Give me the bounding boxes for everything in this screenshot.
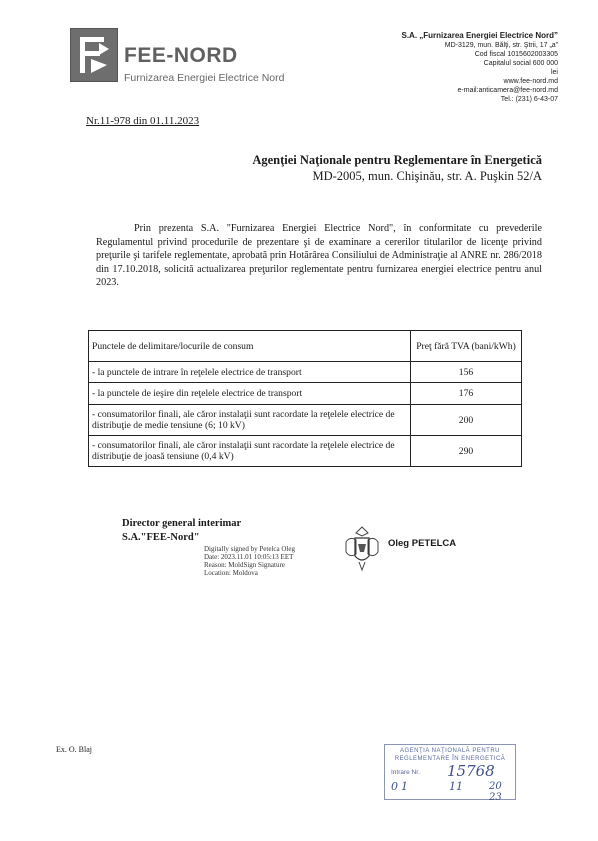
- table-cell-label: - la punctele de ieşire din reţelele electrice de transport: [89, 383, 411, 405]
- company-fiscal-code: Cod fiscal 1015602003305: [474, 51, 558, 58]
- stamp-line-1: AGENŢIA NAŢIONALĂ PENTRU: [399, 748, 501, 754]
- addressee-name: Agenţiei Naţionale pentru Reglementare în Energetică: [252, 153, 542, 167]
- tariff-table: [88, 330, 522, 467]
- logo-tagline: Furnizarea Energiei Electrice Nord: [124, 72, 285, 84]
- table-cell-label: - consumatorilor finali, ale căror instalaţii sunt racordate la reţelele electrice de distribuţie de joasă tensiune (0,4 kV): [89, 436, 411, 467]
- logo-name: FEE-NORD: [124, 44, 238, 67]
- stamp-line-2: REGLEMENTARE ÎN ENERGETICĂ: [394, 756, 506, 762]
- stamp-month: 11: [449, 780, 463, 793]
- company-name: S.A. „Furnizarea Energiei Electrice Nord”: [401, 31, 558, 40]
- table-cell-value: 176: [411, 383, 522, 405]
- stamp-number: 15768: [447, 762, 495, 780]
- digital-date: Date: 2023.11.01 10:05:13 EET: [204, 553, 294, 561]
- signer-name: Oleg PETELCA: [388, 538, 457, 549]
- company-logo-icon: [70, 28, 118, 82]
- company-capital-unit: lei: [550, 69, 558, 76]
- addressee-block: [252, 152, 542, 184]
- table-cell-label: - la punctele de intrare în reţelele electrice de transport: [89, 362, 411, 383]
- company-capital: Capitalul social 600 000: [483, 60, 558, 67]
- digital-reason: Reason: MoldSign Signature: [204, 561, 285, 569]
- table-cell-value: 290: [411, 436, 522, 467]
- table-cell-value: 156: [411, 362, 522, 383]
- registration-stamp: [384, 744, 516, 803]
- company-email: e-mail:anticamera@fee-nord.md: [457, 87, 558, 94]
- company-address: MD-3129, mun. Bălţi, str. Ştrii, 17 „a”: [444, 42, 558, 49]
- table-header-row: [89, 331, 522, 362]
- table-row: [89, 383, 522, 405]
- addressee-address: MD-2005, mun. Chişinău, str. A. Puşkin 52/A: [312, 169, 542, 183]
- table-header-cell: Punctele de delimitare/locurile de consum: [89, 331, 411, 362]
- table-cell-value: 200: [411, 405, 522, 436]
- table-row: [89, 436, 522, 467]
- coat-of-arms-icon: [342, 524, 382, 574]
- stamp-year: 20 23: [489, 781, 502, 803]
- table-cell-label: - consumatorilor finali, ale căror instalaţii sunt racordate la reţelele electrice de distribuţie de medie tensiune (6; 10 kV): [89, 405, 411, 436]
- table-row: [89, 405, 522, 436]
- signatory-position: Director general interimar: [122, 518, 242, 529]
- letter-body-text: Prin prezenta S.A. "Furnizarea Energiei Electrice Nord", în conformitate cu prevederile Regulamentul privind procedurile de prezentare şi de examinare a cererilor titularilor de licenţe privind preţurile şi tarifele reglementate, aprobată prin Hotărârea Consiliului de Administraţie al ANRE nr. 286/2018 din 17.10.2018, solicită actualizarea preţurilor reglementate pentru furnizarea energiei electrice pentru anul 2023.: [96, 223, 542, 288]
- digital-signature-info: [204, 545, 295, 577]
- digital-location: Location: Moldova: [204, 569, 258, 577]
- document-reference: Nr.11-978 din 01.11.2023: [86, 115, 200, 127]
- signatory-company: S.A."FEE-Nord": [122, 532, 200, 543]
- digital-signed-by: Digitally signed by Petelca Oleg: [204, 545, 295, 553]
- executor-note: Ex. O. Blaj: [56, 745, 92, 754]
- company-phone: Tel.: (231) 6-43-07: [500, 96, 558, 103]
- stamp-label: Intrare Nr.: [391, 769, 420, 776]
- company-website: www.fee-nord.md: [503, 78, 558, 85]
- letter-body: [96, 222, 542, 290]
- table-header-cell: Preţ fără TVA (bani/kWh): [411, 331, 522, 362]
- company-details: [402, 30, 559, 104]
- table-row: [89, 362, 522, 383]
- signatory-title: [122, 517, 241, 545]
- stamp-day: 01: [391, 780, 411, 793]
